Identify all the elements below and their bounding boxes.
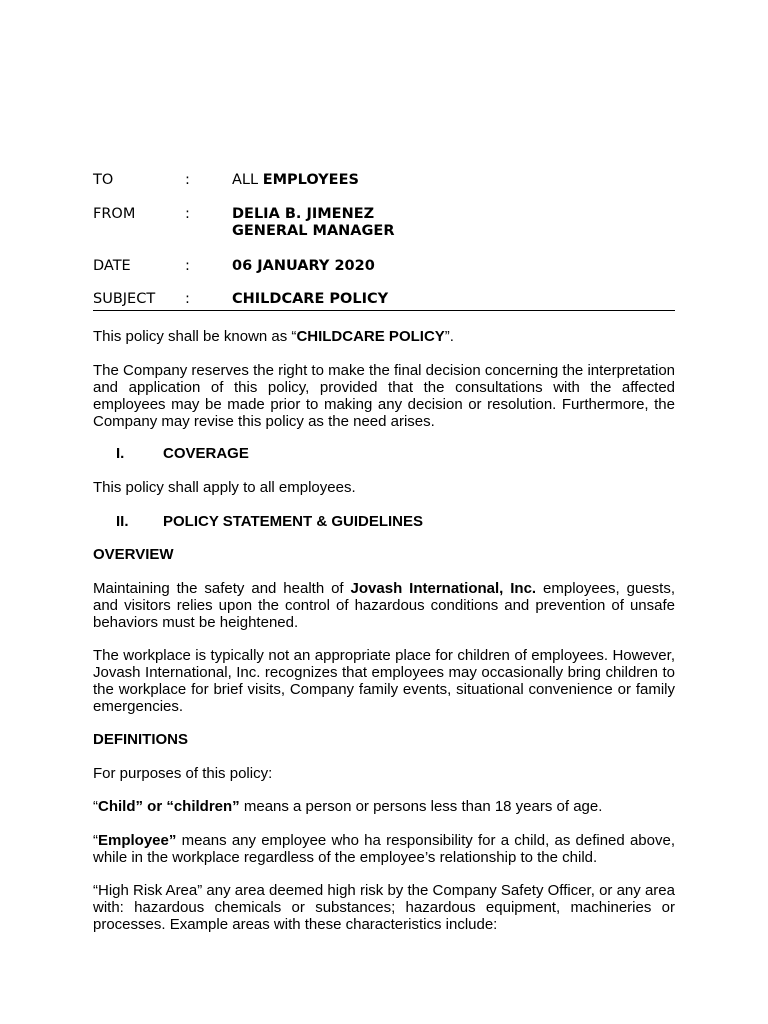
memo-to-value [232,172,359,189]
heading-coverage-title: COVERAGE [163,445,249,462]
known-as-pre: This policy shall be known as “ [93,328,297,345]
memo-colon: : [185,172,190,188]
memo-date-value: 06 JANUARY 2020 [232,258,375,274]
definition-high-risk: “High Risk Area” any area deemed high risk by the Company Safety Officer, or any area with: hazardous chemicals or substances; hazardous equipment, machineries or processes. Example areas with these characteristics include: [93,882,675,933]
known-as-bold: CHILDCARE POLICY [296,328,445,345]
memo-to-label: TO [93,172,114,188]
definition-child [93,798,675,815]
heading-policy [116,513,423,530]
memo-from-name: DELIA B. JIMENEZ [232,206,375,222]
heading-policy-num: II. [116,513,129,530]
memo-colon: : [185,206,190,222]
definition-employee [93,832,675,866]
definition-child-term: Child” or “children” [98,798,240,815]
memo-to-prefix: ALL [232,172,263,188]
policy-known-as [93,328,675,345]
memo-divider [93,310,675,311]
heading-coverage-num: I. [116,445,125,462]
heading-policy-title: POLICY STATEMENT & GUIDELINES [163,513,424,530]
reserves-paragraph: The Company reserves the right to make the final decision concerning the interpretation and application of this policy, provided that the consultations with the affected employees may be made prior to making any decision or resolution. Furthermore, the Company may revise this policy as the need arises. [93,362,675,430]
memo-colon: : [185,291,190,307]
heading-overview: OVERVIEW [93,546,174,563]
coverage-text: This policy shall apply to all employees. [93,479,356,496]
overview-paragraph-2: The workplace is typically not an appropriate place for children of employees. However, Jovash International, Inc. recognizes that employees may occasionally bring children to the workplace for brief visits, Company family events, situational convenience or family emergencies. [93,647,675,715]
definition-employee-text: means any employee who ha responsibility for a child, as defined above, while in the workplace regardless of the employee’s relationship to the child. [93,832,675,866]
overview-p1-post: employees, guests, and visitors relies upon the control of hazardous conditions and prevention of unsafe behaviors must be heightened. [93,580,676,631]
overview-p1-pre: Maintaining the safety and health of [93,580,351,597]
heading-definitions: DEFINITIONS [93,731,189,748]
memo-colon: : [185,258,190,274]
memo-from-title: GENERAL MANAGER [232,223,395,239]
definition-child-text: means a person or persons less than 18 years of age. [239,798,603,815]
memo-subject-label: SUBJECT [93,291,156,307]
overview-paragraph-1 [93,580,675,631]
definitions-purposes: For purposes of this policy: [93,765,273,782]
heading-coverage [116,445,249,462]
memo-to-bold: EMPLOYEES [262,172,359,188]
memo-subject-value: CHILDCARE POLICY [232,291,389,307]
known-as-post: ”. [444,328,454,345]
memo-from-label: FROM [93,206,136,222]
definition-child-open: “ [93,798,98,815]
definition-employee-open: “ [93,832,98,849]
company-name: Jovash International, Inc. [350,580,537,597]
memo-date-label: DATE [93,258,131,274]
definition-employee-term: Employee” [98,832,177,849]
